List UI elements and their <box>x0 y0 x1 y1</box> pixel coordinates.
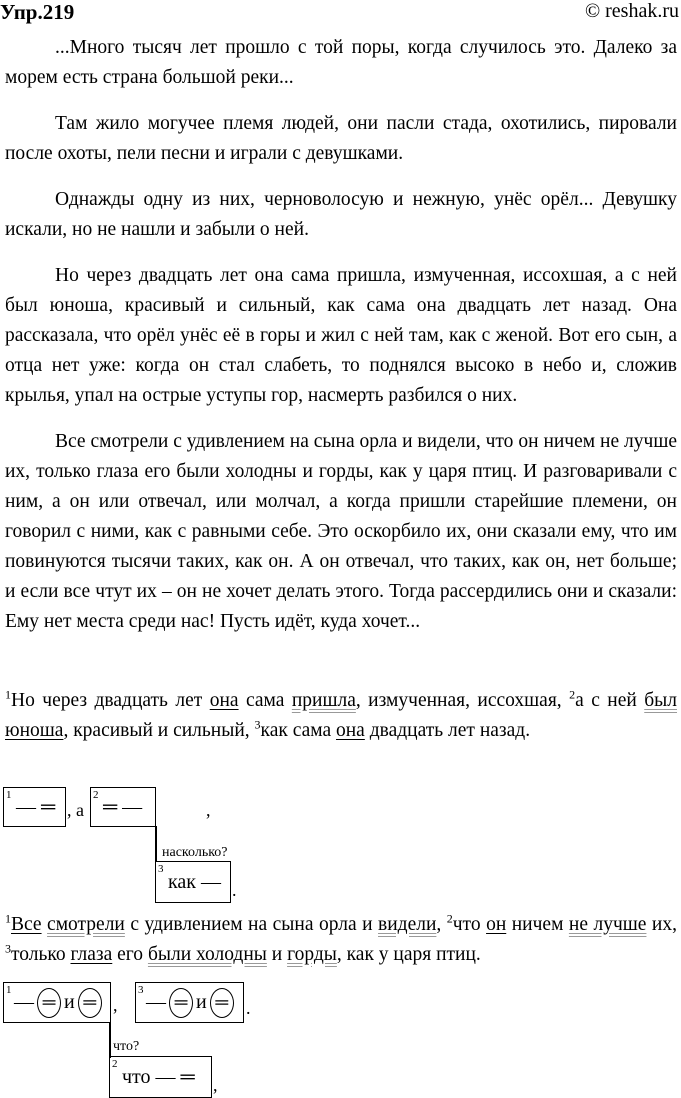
subject-word: она <box>336 720 365 741</box>
text-segment: что <box>452 914 487 935</box>
text-segment: , измученная, иссохшая, <box>355 690 570 711</box>
connector-line <box>155 826 157 862</box>
predicate-word: были холодны <box>147 944 267 965</box>
conjunction: и <box>64 991 75 1013</box>
question-label: что? <box>113 1039 140 1054</box>
predicate-word: не лучше <box>568 914 647 935</box>
text-segment: , как у царя птиц. <box>336 944 481 965</box>
clause-scheme: как — <box>168 870 222 893</box>
clause-number: 1 <box>5 911 11 926</box>
conjunction: , а <box>67 800 84 820</box>
predicate-word: пришла <box>291 690 356 711</box>
text-segment: только <box>11 944 71 965</box>
predicate-word: смотрели <box>47 914 125 935</box>
paragraph: Там жило могучее племя людей, они пасли стада, охотились, пировали после охоты, пели песни и играли с девушками. <box>5 113 677 164</box>
text-segment: , <box>436 914 447 935</box>
text-segment: его <box>112 944 148 965</box>
subject-word: глаза <box>70 944 113 965</box>
paragraph: Однажды одну из них, черноволосую и нежную, унёс орёл... Девушку искали, но не нашли и забыли о ней. <box>5 189 677 240</box>
example-sentence-2 <box>5 910 677 970</box>
subject-word: она <box>209 690 239 711</box>
homogeneous-predicate: ═ <box>78 988 102 1018</box>
comma: , <box>113 995 118 1015</box>
clause-number: 3 <box>5 941 11 956</box>
clause-scheme: что — ═ <box>122 1065 195 1088</box>
subject-mark: — <box>14 991 34 1013</box>
predicate-word: видели <box>378 914 437 935</box>
text-segment: с удивлением на сына орла и <box>124 914 378 935</box>
clause-number: 2 <box>446 911 453 926</box>
conjunction: и <box>196 991 207 1013</box>
subject-word: он <box>486 914 507 935</box>
text-segment: как сама <box>260 720 336 741</box>
clause-number: 2 <box>569 687 576 702</box>
clause-box-3: 3 — ═ и ═ <box>135 982 244 1023</box>
period: . <box>246 998 251 1018</box>
period: . <box>232 880 237 900</box>
subject-mark: — <box>146 991 166 1013</box>
clause-box-2: 2 ═ — <box>90 787 156 827</box>
text-segment: , красивый и сильный, <box>63 720 255 741</box>
subject-word: Все <box>11 914 42 935</box>
text-segment: их, <box>646 914 677 935</box>
text-segment: сама <box>238 690 292 711</box>
clause-scheme: ═ — <box>103 795 143 818</box>
paragraph: ...Много тысяч лет прошло с той поры, когда случилось это. Далеко за морем есть страна большой реки... <box>5 37 677 88</box>
paragraph: Но через двадцать лет она сама пришла, измученная, иссохшая, а с ней был юноша, красивый и сильный, как сама она двадцать лет назад. Она рассказала, что орёл унёс её в горы и жил с ней там, как с женой. Вот его сын, а отца нет уже: когда он стал слабеть, то поднялся высоко в небо и, сложив крылья, упал на острые уступы гор, насмерть разбился о них. <box>5 265 677 406</box>
comma: , <box>206 800 211 820</box>
question-label: насколько? <box>162 845 228 860</box>
text-segment: и <box>266 944 288 965</box>
clause-box-2: 2 что — ═ <box>109 1056 212 1098</box>
text-segment: двадцать лет назад. <box>364 720 531 741</box>
connector-line <box>109 1022 111 1058</box>
clause-box-1: 1 — ═ <box>3 787 66 827</box>
homogeneous-predicate: ═ <box>169 988 193 1018</box>
exercise-title: Упр.219 <box>0 0 75 24</box>
comma: , <box>213 1075 218 1095</box>
source-label: © reshak.ru <box>584 0 679 22</box>
clause-number: 1 <box>5 687 11 702</box>
subject-word: юноша <box>5 720 64 741</box>
paragraph: Все смотрели с удивлением на сына орла и видели, что он ничем не лучше их, только глаза его были холодны и горды, как у царя птиц. И разговаривали с ним, а он или отвечал, или молчал, а когда пришли старейшие племени, он говорил с ними, как с равными себе. Это оскорбило их, они сказали ему, что им повинуются тысячи таких, как он. А он отвечал, что таких, как он, нет больше; и если все чтут их – он не хочет делать этого. Тогда рассердились они и сказали: Ему нет места среди нас! Пусть идёт, куда хочет... <box>5 431 677 632</box>
clause-scheme: — ═ <box>16 795 56 818</box>
example-sentence-1 <box>5 686 677 746</box>
clause-box-1: 1 — ═ и ═ <box>3 982 111 1023</box>
text-segment: а с ней <box>575 690 645 711</box>
homogeneous-predicate: ═ <box>210 988 234 1018</box>
predicate-word: был <box>644 690 678 711</box>
predicate-word: горды <box>287 944 337 965</box>
clause-box-3: 3 как — <box>155 861 231 903</box>
homogeneous-predicate: ═ <box>37 988 61 1018</box>
text-segment: Но через двадцать лет <box>11 690 210 711</box>
text-segment: ничем <box>506 914 569 935</box>
clause-number: 3 <box>254 717 261 732</box>
